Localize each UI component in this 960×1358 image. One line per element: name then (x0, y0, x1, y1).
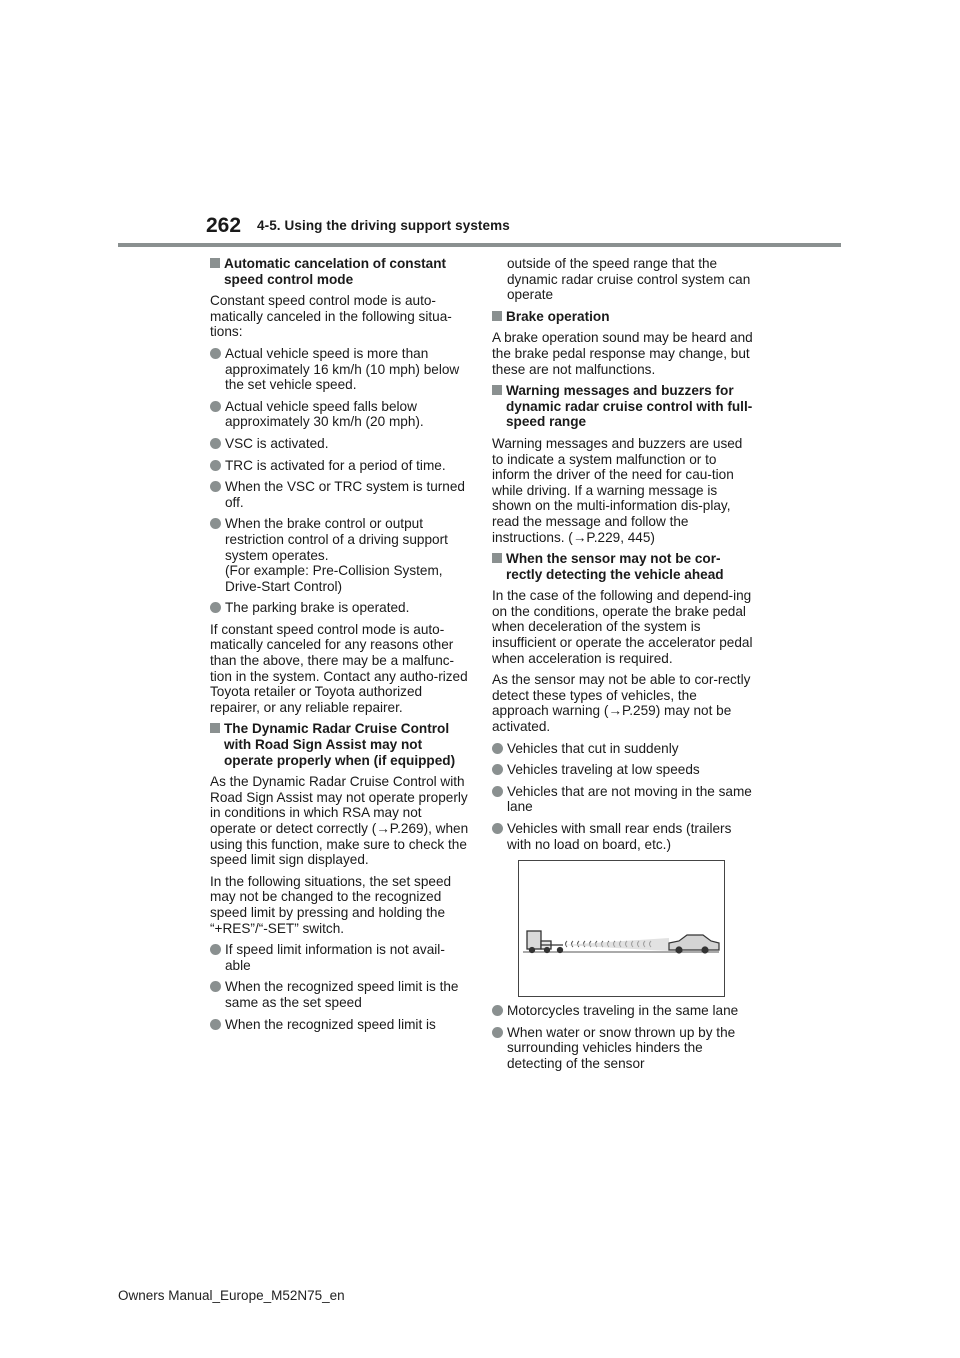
paragraph: As the sensor may not be able to cor-rectly detect these types of vehicles, the approach warning (→P.259) may not be activated. (492, 672, 751, 735)
bullet-dot-icon (492, 786, 503, 797)
list-item: When the VSC or TRC system is turned off. (210, 479, 470, 510)
bullet-dot-icon (210, 1019, 221, 1030)
bullet-dot-icon (492, 743, 503, 754)
right-column (492, 256, 754, 1078)
heading-warning-messages: Warning messages and buzzers for dynamic radar cruise control with full-speed range (492, 383, 754, 430)
heading-brake-operation: Brake operation (492, 309, 754, 325)
bullet-dot-icon (492, 823, 503, 834)
bullet-dot-icon (492, 1027, 503, 1038)
paragraph: As the Dynamic Radar Cruise Control with Road Sign Assist may not operate properly in conditions in which RSA may not operate or detect correctly (→P.269), when using this function, make sure to check the speed limit sign displayed. (210, 774, 469, 868)
truck-icon (527, 931, 563, 953)
bullet-dot-icon (210, 401, 221, 412)
list-item: Vehicles that cut in suddenly (492, 741, 754, 757)
square-marker-icon (210, 723, 220, 733)
illustration-truck-radar-car (518, 860, 725, 997)
footer-text: Owners Manual_Europe_M52N75_en (118, 1288, 345, 1303)
paragraph: Warning messages and buzzers are used to indicate a system malfunction or to inform the driver of the need for cau-tion while driving. If a warning message is shown on the multi-information dis-play, read the message and follow the instructions. (→P.229, 445) (492, 435, 743, 545)
heading-rsa-may-not-operate: The Dynamic Radar Cruise Control with Road Sign Assist may not operate properly when (if equipped) (210, 721, 470, 768)
list-item: When the recognized speed limit is the same as the set speed (210, 979, 470, 1010)
car-icon (669, 935, 719, 953)
square-marker-icon (492, 553, 502, 563)
list-item: Vehicles that are not moving in the same lane (492, 784, 754, 815)
list-item: VSC is activated. (210, 436, 470, 452)
square-marker-icon (210, 258, 220, 268)
bullet-dot-icon (210, 944, 221, 955)
list-item: If speed limit information is not avail-able (210, 942, 470, 973)
list-item: When the recognized speed limit is (210, 1017, 470, 1033)
truck-radar-car-svg (519, 861, 724, 996)
list-item: The parking brake is operated. (210, 600, 470, 616)
square-marker-icon (492, 385, 502, 395)
bullet-dot-icon (210, 438, 221, 449)
list-item-continuation: outside of the speed range that the dynamic radar cruise control system can operate (507, 256, 751, 303)
bullet-dot-icon (492, 1005, 503, 1016)
bullet-dot-icon (210, 348, 221, 359)
list-item: Motorcycles traveling in the same lane (492, 1003, 754, 1019)
list-item: When the brake control or output restriction control of a driving support system operates. (For example: Pre-Collision System, Drive-Start Control) (210, 516, 470, 594)
bullet-dot-icon (210, 518, 221, 529)
list-item: TRC is activated for a period of time. (210, 458, 470, 474)
bullet-dot-icon (210, 481, 221, 492)
square-marker-icon (492, 311, 502, 321)
bullet-dot-icon (210, 981, 221, 992)
header-rule (118, 243, 841, 247)
section-title: 4-5. Using the driving support systems (257, 218, 510, 233)
left-column (210, 256, 470, 1038)
page-number: 262 (206, 214, 242, 237)
bullet-dot-icon (492, 764, 503, 775)
list-item: Vehicles with small rear ends (trailers with no load on board, etc.) (492, 821, 754, 852)
list-item: Actual vehicle speed falls below approximately 30 km/h (20 mph). (210, 399, 470, 430)
list-item: Actual vehicle speed is more than approximately 16 km/h (10 mph) below the set vehicle speed. (210, 346, 470, 393)
paragraph: In the case of the following and depend-ing on the conditions, operate the brake pedal when deceleration of the system is insufficient or operate the accelerator pedal when acceleration is required. (492, 588, 753, 666)
paragraph: In the following situations, the set speed may not be changed to the recognized speed limit by pressing and holding the “+RES”/“-SET” switch. (210, 873, 452, 936)
paragraph: Constant speed control mode is auto-matically canceled in the following situa-tions: (210, 293, 452, 340)
paragraph: If constant speed control mode is auto-matically canceled for any reasons other than the above, there may be a malfunc-tion in the system. Contact any autho-rized Toyota retailer or Toyota authorized repairer, or any reliable repairer. (210, 621, 468, 715)
list-item: Vehicles traveling at low speeds (492, 762, 754, 778)
heading-automatic-cancelation: Automatic cancelation of constant speed control mode (210, 256, 470, 287)
bullet-dot-icon (210, 460, 221, 471)
radar-beam (563, 938, 669, 951)
list-item: When water or snow thrown up by the surrounding vehicles hinders the detecting of the sensor (492, 1025, 754, 1072)
heading-sensor-not-detecting: When the sensor may not be cor-rectly detecting the vehicle ahead (492, 551, 754, 582)
bullet-dot-icon (210, 602, 221, 613)
paragraph: A brake operation sound may be heard and the brake pedal response may change, but these are not malfunctions. (492, 330, 753, 377)
